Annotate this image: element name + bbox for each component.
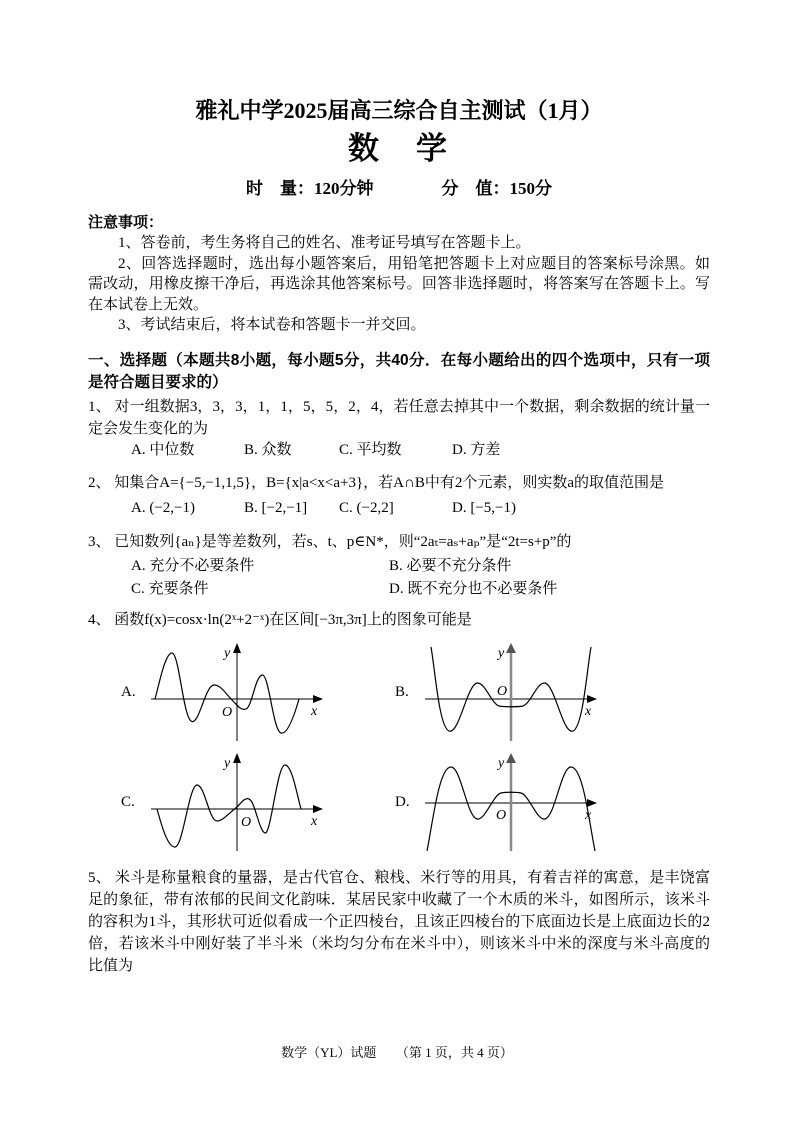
page-content: [88, 0, 710, 977]
question-3-options-row-2: [88, 578, 710, 601]
axis-label-y: y: [224, 755, 231, 771]
q2-option-a: A. (−2,−1): [131, 499, 195, 516]
axis-label-origin: O: [496, 807, 507, 823]
axis-label-origin: O: [241, 814, 252, 830]
question-1-options: [88, 440, 710, 461]
graph-a-plot: [145, 641, 325, 745]
subject-title: 数 学: [348, 131, 450, 166]
graph-c-plot: [145, 751, 325, 855]
section-1-heading: 一、选择题（本题共8小题，每小题5分，共40分．在每小题给出的四个选项中，只有一项是符合题目要求的）: [88, 351, 710, 391]
graph-a-label: A.: [121, 684, 136, 700]
q2-option-c: C. (−2,2]: [339, 499, 394, 516]
q1-option-d: D. 方差: [452, 441, 501, 458]
notice-item-1: 1、答卷前，考生务将自己的姓名、准考证号填写在答题卡上。: [118, 235, 531, 251]
notices-heading: 注意事项：: [88, 214, 164, 231]
notice-item-3: 3、考试结束后，将本试卷和答题卡一并交回。: [118, 317, 426, 333]
question-5-stem: 5、 米斗是称量粮食的量器，是古代官仓、粮栈、米行等的用具，有着吉祥的寓意，是丰饶富足的象征，带有浓郁的民间文化韵味．某居民家中收藏了一个木质的米斗，如图所示，该米斗的容积为1斗，其形状可近似看成一个正四棱台，且该正四棱台的下底面边长是上底面边长的2倍，若该米斗中刚好装了半斗米（米均匀分布在米斗中），则该米斗中米的深度与米斗高度的比值为: [88, 869, 710, 974]
y-axis-arrow-icon: [233, 643, 241, 653]
question-3-stem: 3、 已知数列{aₙ}是等差数列，若s、t、p∈N*，则“2aₜ=aₛ+aₚ”是“2t=s+p”的: [88, 533, 572, 550]
q3-option-a: A. 充分不必要条件: [131, 557, 255, 574]
q3-option-d: D. 既不充分也不必要条件: [389, 580, 558, 597]
axis-label-x: x: [311, 703, 318, 719]
notices-block: [88, 212, 710, 336]
axis-label-origin: O: [497, 683, 508, 699]
y-axis-arrow-icon: [233, 753, 241, 763]
graph-b-label: B.: [395, 684, 409, 700]
q1-option-b: B. 众数: [244, 441, 292, 458]
x-axis-arrow-icon: [587, 695, 597, 703]
axis-label-y: y: [224, 645, 231, 661]
y-axis-arrow-icon: [506, 643, 516, 653]
axis-label-x: x: [311, 813, 318, 829]
page-footer: 数学（YL）试题 （第 1 页，共 4 页）: [281, 1045, 513, 1060]
q2-option-b: B. [−2,−1]: [244, 499, 308, 516]
y-axis-arrow-icon: [506, 753, 516, 763]
axis-label-x: x: [585, 807, 592, 823]
page-title: 雅礼中学2025届高三综合自主测试（1月）: [195, 98, 603, 123]
question-4-graphs: [88, 641, 710, 855]
graph-d-plot: [419, 751, 599, 855]
graph-option-d: [395, 751, 710, 855]
graph-c-label: C.: [121, 794, 135, 810]
graph-option-b: [395, 641, 710, 745]
axis-label-y: y: [498, 755, 505, 771]
question-1-stem: 1、 对一组数据3，3，3，1，1，5，5，2，4，若任意去掉其中一个数据，剩余数据的统计量一定会发生变化的为: [88, 398, 710, 437]
question-2-options: [88, 498, 710, 519]
q3-option-b: B. 必要不充分条件: [389, 557, 512, 574]
axis-label-y: y: [498, 645, 505, 661]
question-4-stem: 4、 函数f(x)=cosx·ln(2ˣ+2⁻ˣ)在区间[−3π,3π]上的图象可能是: [88, 611, 472, 628]
curve-a: [155, 653, 299, 733]
graph-option-a: [121, 641, 395, 745]
x-axis-arrow-icon: [587, 799, 597, 807]
graph-option-c: [121, 751, 395, 855]
curve-c: [157, 765, 301, 847]
exam-info: 时 量：120分钟 分 值：150分: [246, 179, 552, 198]
q3-option-c: C. 充要条件: [131, 580, 209, 597]
q1-option-a: A. 中位数: [131, 441, 195, 458]
axis-label-origin: O: [222, 704, 233, 720]
graph-b-plot: [419, 641, 599, 745]
q2-option-d: D. [−5,−1): [452, 499, 516, 516]
x-axis-arrow-icon: [313, 695, 323, 703]
question-2-stem: 2、 知集合A={−5,−1,1,5}，B={x|a<x<a+3}，若A∩B中有2个元素，则实数a的取值范围是: [88, 474, 665, 491]
axis-label-x: x: [585, 703, 592, 719]
graph-d-label: D.: [395, 794, 410, 810]
question-3-options-row-1: [88, 555, 710, 578]
x-axis-arrow-icon: [313, 805, 323, 813]
notice-item-2: 2、回答选择题时，选出每小题答案后，用铅笔把答题卡上对应题目的答案标号涂黑。如需改动，用橡皮擦干净后，再选涂其他答案标号。回答非选择题时，将答案写在答题卡上。写在本试卷上无效。: [88, 255, 710, 313]
q1-option-c: C. 平均数: [339, 441, 402, 458]
